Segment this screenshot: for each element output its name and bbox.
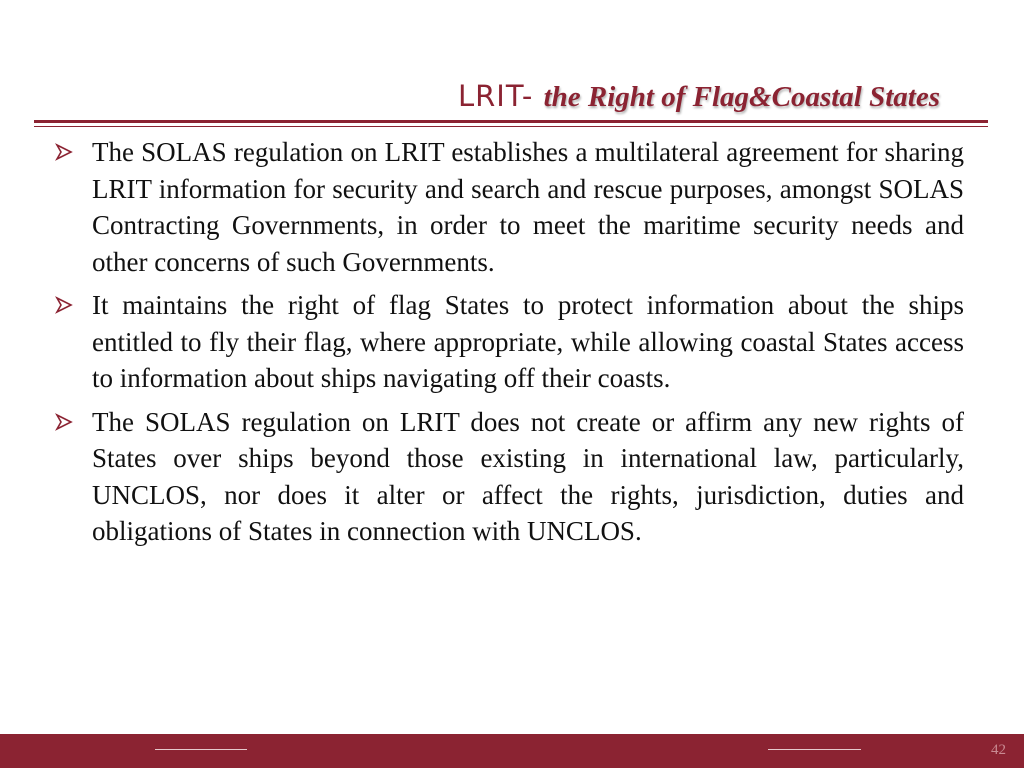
footer-bar	[0, 734, 1024, 768]
title-prefix: LRIT-	[457, 79, 544, 113]
title-rule-thin	[34, 126, 988, 127]
bullet-item	[52, 287, 964, 397]
bullet-text: The SOLAS regulation on LRIT does not create or affirm any new rights of States over ships beyond those existing in international law, particularly, UNCLOS, nor does it alter or affect the rights, jurisdiction, duties and obligations of States in connection with UNCLOS.	[92, 406, 964, 546]
page-number: 42	[991, 742, 1006, 758]
arrow-bullet-icon	[55, 296, 73, 314]
footer-line-left	[155, 749, 247, 750]
bullet-item	[52, 134, 964, 280]
slide-title	[0, 76, 940, 122]
bullet-item	[52, 404, 964, 550]
bullet-list	[52, 134, 964, 557]
footer-line-right	[768, 749, 861, 750]
bullet-text: It maintains the right of flag States to protect information about the ships entitled to fly their flag, where appropriate, while allowing coastal States access to information about ships navigating off their coasts.	[92, 290, 964, 393]
bullet-text: The SOLAS regulation on LRIT establishes a multilateral agreement for sharing LRIT information for security and search and rescue purposes, amongst SOLAS Contracting Governments, in order to meet the maritime security needs and other concerns of such Governments.	[92, 137, 964, 277]
title-rule-thick	[34, 120, 988, 123]
arrow-bullet-icon	[55, 413, 73, 431]
title-main: the Right of Flag&Coastal States	[543, 81, 940, 113]
arrow-bullet-icon	[55, 143, 73, 161]
